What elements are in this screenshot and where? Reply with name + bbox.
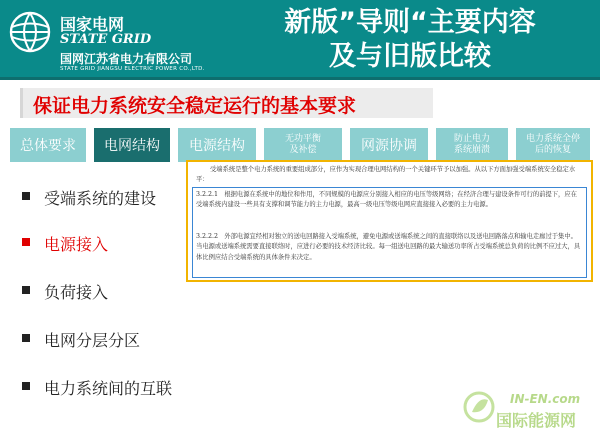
tab-reactive-power[interactable] — [264, 128, 342, 162]
list-item-label: 负荷接入 — [44, 283, 109, 302]
excerpt-clause-3-2-2-1: 3.2.2.1 根据电源在系统中的地位和作用，不同规模的电源应分别接入相应的电压等级网络；在经济合理与建设条件可行的前提下，应在受端系统内建设一些具有支撑和调节能力的主力电源，最高一级电压等级电网应直接接入必要的主力电源。 — [196, 191, 577, 209]
slide-title — [240, 6, 580, 74]
tab-label: 电力系统全停 后的恢复 — [525, 134, 580, 155]
logo-company-text: 国网江苏省电力有限公司 — [60, 52, 193, 66]
watermark — [458, 378, 598, 444]
slide-title-line2: 及与旧版比较 — [329, 41, 491, 72]
tab-bar — [10, 128, 590, 162]
tab-label: 电源结构 — [189, 138, 245, 154]
tab-grid-structure[interactable] — [94, 128, 170, 162]
excerpt-intro: 受端系统是整个电力系统的重要组成部分，应作为实现合理电网结构的一个关键环节予以加强。从以下方面加强受端系统安全稳定水平： — [196, 166, 576, 183]
tab-label: 无功平衡 及补偿 — [284, 134, 321, 155]
watermark-en: IN-EN.com — [510, 392, 581, 406]
tab-label: 总体要求 — [20, 138, 76, 154]
logo-en-text: STATE GRID — [60, 32, 152, 47]
tab-power-source-structure[interactable] — [178, 128, 256, 162]
section-title-box — [20, 88, 433, 118]
list-item[interactable] — [22, 276, 212, 306]
logo-cn-text: 国家电网 — [60, 15, 125, 34]
list-item-label: 受端系统的建设 — [44, 189, 157, 208]
excerpt-highlight-box — [192, 187, 587, 278]
list-item[interactable] — [22, 324, 212, 354]
tab-label: 网源协调 — [361, 138, 417, 154]
slide-title-line1: 新版”导则“主要内容 — [284, 7, 536, 38]
section-title: 保证电力系统安全稳定运行的基本要求 — [33, 95, 357, 117]
document-excerpt — [186, 160, 593, 282]
list-item[interactable] — [22, 182, 212, 212]
tab-blackout-recovery[interactable] — [516, 128, 590, 162]
state-grid-globe-icon — [8, 10, 52, 54]
watermark-cn: 国际能源网 — [496, 411, 577, 430]
bullet-square-icon — [22, 192, 30, 200]
tab-label: 电网结构 — [104, 138, 160, 154]
list-item[interactable] — [22, 372, 212, 402]
excerpt-clause-3-2-2-2: 3.2.2.2 外部电源宜经相对独立的送电回路接入受端系统，避免电源或送端系统之间的直接联络以及送电回路落点和输电走廊过于集中。当电源或送端系统需要直接联络时，应进行必要的技术经济比较。每一组送电回路的最大输送功率所占受端系统总负荷的比例不应过大，具体比例应结合受端系统的具体条件来决定。 — [196, 233, 581, 261]
tab-grid-source-coordination[interactable] — [350, 128, 428, 162]
bullet-square-icon — [22, 334, 30, 342]
logo-company-en-text: STATE GRID JIANGSU ELECTRIC POWER CO.,LTD. — [60, 66, 205, 72]
bullet-square-icon — [22, 382, 30, 390]
header-divider — [0, 77, 600, 80]
list-item-label: 电源接入 — [44, 235, 109, 254]
tab-overall[interactable] — [10, 128, 86, 162]
header-banner — [0, 0, 600, 80]
state-grid-logo — [6, 6, 266, 70]
watermark-leaf-icon — [462, 390, 496, 424]
bullet-square-icon — [22, 238, 30, 246]
bullet-square-icon — [22, 286, 30, 294]
list-item[interactable] — [22, 228, 212, 258]
tab-label: 防止电力 系统崩溃 — [453, 134, 490, 155]
list-item-label: 电网分层分区 — [44, 331, 141, 350]
tab-prevent-collapse[interactable] — [436, 128, 508, 162]
list-item-label: 电力系统间的互联 — [44, 379, 173, 398]
